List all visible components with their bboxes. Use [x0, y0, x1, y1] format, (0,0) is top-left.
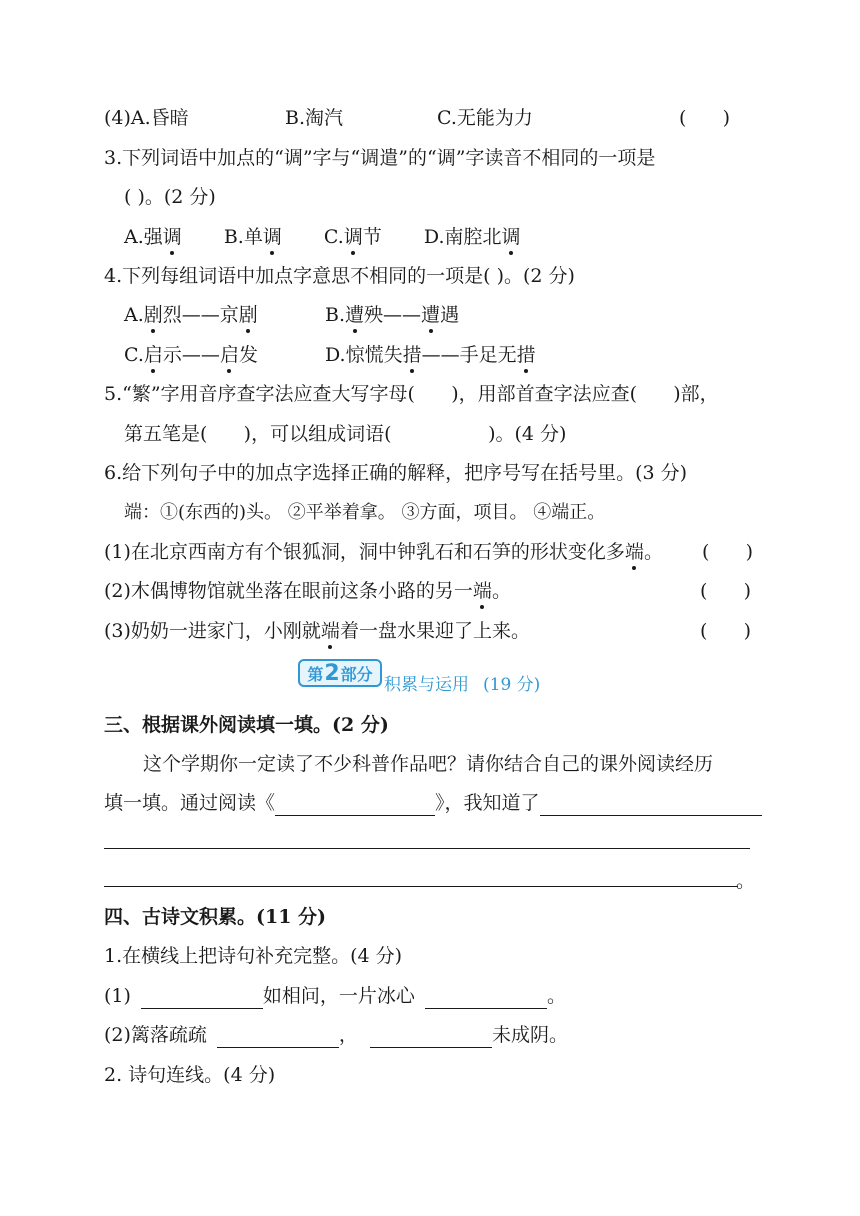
part-title: 积累与运用 (19 分)	[384, 675, 541, 695]
poem-blank-4[interactable]	[370, 1027, 492, 1048]
section4-q2: 2. 诗句连线。(4 分)	[104, 1064, 276, 1086]
section3-fill-line: 填一填。通过阅读《 》，我知道了	[104, 790, 762, 816]
q3-opt-b: B.单调	[223, 226, 282, 248]
section4-q1: 1.在横线上把诗句补充完整。(4 分)	[104, 945, 403, 967]
poem-line-1: (1) 如相问，一片冰心 。	[104, 985, 566, 1007]
part-badge: 第 2 部分	[298, 659, 382, 687]
answer-line-2[interactable]	[104, 886, 738, 887]
learned-blank[interactable]	[540, 795, 762, 816]
q4-option-c: C.无能为力	[437, 107, 533, 129]
q6-sentence-3: (3)奶奶一进家门，小刚就端着一盘水果迎了上来。	[104, 620, 530, 642]
q6-answer-3[interactable]: ( )	[700, 620, 752, 642]
q6-answer-2[interactable]: ( )	[700, 580, 752, 602]
q3-options	[124, 224, 521, 250]
q5-line1: 5.“繁”字用音序查字法应查大写字母( )，用部首查字法应查( )部，	[104, 383, 719, 405]
poem-blank-1[interactable]	[141, 988, 263, 1009]
q4b-opt-d: D.惊慌失措——手足无措	[325, 344, 536, 366]
q6-sentence-1: (1)在北京西南方有个银狐洞，洞中钟乳石和石笋的形状变化多端。	[104, 541, 663, 563]
poem-blank-2[interactable]	[425, 988, 547, 1009]
q5-line2: 第五笔是( )，可以组成词语( )。(4 分)	[124, 423, 567, 445]
q4b-opt-c: C.启示——启发	[124, 344, 258, 366]
q3-opt-d: D.南腔北调	[423, 226, 521, 248]
q3-opt-a: A.强调	[124, 226, 182, 248]
section3-paragraph: 这个学期你一定读了不少科普作品吧？请你结合自己的课外阅读经历	[143, 753, 714, 775]
q6-definitions: 端：①(东西的)头。 ②平举着拿。 ③方面，项目。 ④端正。	[124, 502, 606, 523]
section4-title: 四、古诗文积累。(11 分)	[104, 906, 327, 928]
q6-sentence-2: (2)木偶博物馆就坐落在眼前这条小路的另一端。	[104, 580, 511, 602]
q4-option-a: (4)A.昏暗	[104, 107, 189, 129]
section3-title: 三、根据课外阅读填一填。(2 分)	[104, 714, 389, 736]
q6-answer-1[interactable]: ( )	[702, 541, 754, 563]
q4b-opt-a: A.剧烈——京剧	[124, 304, 258, 326]
q6-title: 6.给下列句子中的加点字选择正确的解释，把序号写在括号里。(3 分)	[104, 462, 688, 484]
q3-question: 3.下列词语中加点的“调”字与“调遣”的“调”字读音不相同的一项是	[104, 147, 656, 169]
q4-option-b: B.淘汽	[285, 107, 344, 129]
poem-line-2: (2)篱落疏疏 ， 未成阴。	[104, 1024, 568, 1046]
q4b-opt-b: B.遭殃——遭遇	[325, 304, 460, 326]
q3-opt-c: C.调节	[323, 226, 382, 248]
poem-blank-3[interactable]	[217, 1027, 339, 1048]
q4b-question: 4.下列每组词语中加点字意思不相同的一项是( )。(2 分)	[104, 265, 575, 287]
answer-line-1[interactable]	[104, 848, 750, 849]
book-title-blank[interactable]	[275, 795, 435, 816]
answer-line-period: 。	[736, 870, 756, 892]
q3-question-cont: ( )。(2 分)	[124, 186, 216, 208]
q4-answer-paren[interactable]: ( )	[679, 107, 731, 129]
